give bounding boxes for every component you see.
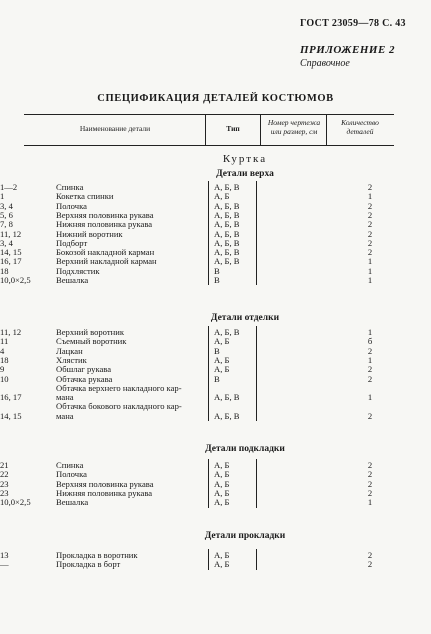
cell-name: Верхний накладной карман [56,256,157,267]
cell-type: А, Б, В [214,256,240,267]
section-title: Детали верха [216,169,274,179]
cell-name: Нижняя половинка рукава [56,487,153,498]
section-title: Детали подкладки [205,444,285,454]
cell-qty: 2 [367,200,373,211]
table-row [0,412,431,421]
cell-number: 23 [0,487,9,498]
col-number-header: Номер чертежа или размер, см [267,118,321,136]
section-title: Детали прокладки [204,531,286,541]
cell-qty: 2 [367,182,373,192]
cell-type: В [214,275,220,285]
table-row [0,276,431,285]
cell-number: 16, 17 [0,256,22,267]
garment-title: Куртка [222,153,268,165]
cell-qty: 2 [367,410,373,421]
col-name-header: Наименование детали [79,124,151,133]
cell-qty: 2 [367,219,373,230]
table-row [0,192,431,201]
cell-qty: 1 [367,256,373,267]
table-row [0,337,431,346]
cell-qty: 2 [367,460,373,470]
cell-number: 23 [0,478,9,489]
cell-qty: б [367,336,373,347]
table-row [0,365,431,374]
cell-name: Обтачка верхнего накладного кар- [56,382,182,393]
cell-name: Верхняя половинка рукава [56,478,154,489]
cell-qty: 1 [367,497,373,508]
cell-type: А, Б [214,191,230,202]
cell-number: 11, 12 [0,327,22,337]
cell-number: 3, 4 [0,200,13,211]
cell-name: Обтачка рукава [56,373,113,384]
cell-name: Верхняя половинка рукава [56,209,154,220]
cell-number: 1—2 [0,182,18,192]
cell-number: 16, 17 [0,392,22,403]
section-title: Детали отделки [210,313,280,323]
cell-type: А, Б [214,478,230,489]
cell-type: А, Б [214,460,230,470]
cell-name: Верхний воротник [56,327,124,337]
cell-type: А, Б [214,469,230,480]
table-row [0,470,431,479]
cell-qty: 2 [367,364,373,375]
cell-qty: 1 [367,265,373,276]
cell-qty: 2 [367,559,373,570]
cell-number: 13 [0,550,9,560]
cell-name: Вешалка [56,275,89,285]
cell-name: Спинка [56,460,84,470]
cell-number: 7, 8 [0,219,13,230]
cell-qty: 2 [367,237,373,248]
cell-name: Полочка [56,200,87,211]
cell-type: А, Б [214,559,230,570]
cell-number: 10 [0,373,9,384]
cell-number: 4 [0,345,5,356]
cell-number: 11, 12 [0,228,22,239]
cell-name: Хлястик [56,354,87,365]
cell-type: А, Б, В [214,327,240,337]
cell-name: Подхлястик [56,265,100,276]
cell-name: Бокозой накладной карман [56,247,155,258]
cell-name: Нижняя половинка рукава [56,219,153,230]
table-row [0,220,431,229]
cell-type: В [214,265,220,276]
cell-type: А, Б [214,354,230,365]
cell-qty: 2 [367,469,373,480]
cell-type: В [214,373,220,384]
cell-number: 18 [0,354,9,365]
cell-type: А, Б [214,364,230,375]
cell-number: 14, 15 [0,410,22,421]
col-divider-1 [205,114,206,145]
cell-name: Кокетка спинки [56,191,114,202]
cell-qty: 2 [367,209,373,220]
reference-label: Справочное [300,58,350,69]
cell-number: 5, 6 [0,209,13,220]
table-top-rule [24,114,394,115]
cell-number: 18 [0,265,9,276]
cell-name: Съемный воротник [56,336,127,347]
cell-qty: 2 [367,345,373,356]
table-row [0,498,431,507]
appendix-label: ПРИЛОЖЕНИЕ 2 [300,44,396,56]
cell-qty: 2 [367,247,373,258]
cell-number: 1 [0,191,5,202]
cell-type: А, Б, В [214,228,240,239]
cell-qty: 1 [367,191,373,202]
cell-type: А, Б [214,497,230,508]
col-divider-3 [326,114,327,145]
cell-type: А, Б [214,336,230,347]
cell-name: мана [56,392,74,403]
cell-number: 9 [0,364,5,375]
cell-name: Полочка [56,469,87,480]
cell-type: А, Б, В [214,219,240,230]
table-header-rule [24,145,394,146]
cell-name: Обшлаг рукава [56,364,112,375]
cell-name: Спинка [56,182,84,192]
cell-type: А, Б, В [214,247,240,258]
cell-number: 21 [0,460,9,470]
cell-qty: 2 [367,228,373,239]
cell-qty: 1 [367,392,373,403]
cell-number: 14, 15 [0,247,22,258]
cell-qty: 2 [367,487,373,498]
cell-name: Нижний воротник [56,228,123,239]
cell-qty: 2 [367,373,373,384]
page-title: СПЕЦИФИКАЦИЯ ДЕТАЛЕЙ КОСТЮМОВ [97,93,334,104]
cell-number: 10,0×2,5 [0,497,31,508]
cell-qty: 1 [367,354,373,365]
cell-number: 10,0×2,5 [0,275,31,285]
col-type-header: Тип [226,124,240,133]
cell-name: Обтачка бокового накладного кар- [56,401,182,412]
cell-type: А, Б, В [214,237,240,248]
cell-type: В [214,345,220,356]
cell-type: А, Б [214,487,230,498]
cell-name: Прокладка в воротник [56,550,138,560]
cell-number: 22 [0,469,9,480]
cell-name: мана [56,410,74,421]
cell-number: 3, 4 [0,237,13,248]
cell-qty: 1 [367,275,373,285]
cell-type: А, Б, В [214,200,240,211]
standard-code: ГОСТ 23059—78 С. 43 [300,18,406,29]
col-divider-2 [260,114,261,145]
cell-type: А, Б, В [214,209,240,220]
cell-name: Подборт [56,237,88,248]
cell-name: Вешалка [56,497,89,508]
cell-qty: 2 [367,550,373,560]
cell-type: А, Б, В [214,410,240,421]
col-qty-header: Количество деталей [341,118,379,136]
cell-qty: 1 [367,327,373,337]
table-row [0,560,431,569]
cell-number: 11 [0,336,9,347]
cell-type: А, Б, В [214,392,240,403]
cell-number: — [0,559,9,570]
cell-type: А, Б [214,550,230,560]
cell-qty: 2 [367,478,373,489]
cell-name: Прокладка в борт [56,559,121,570]
cell-name: Лацкан [56,345,83,356]
cell-type: А, Б, В [214,182,240,192]
